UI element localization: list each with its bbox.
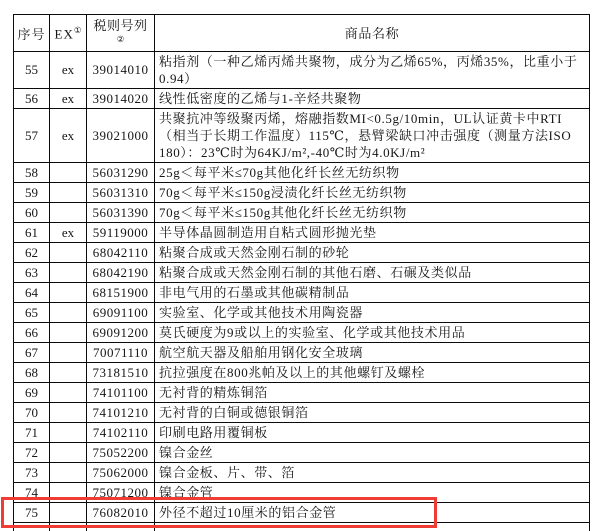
- row-product-name: 70g＜每平米≤150g浸渍化纤长丝无纺织物: [155, 183, 590, 203]
- table-row: [14, 203, 590, 223]
- header-serial-number: 序号: [14, 15, 50, 52]
- row-serial-number: 70: [14, 403, 50, 423]
- table-row: [14, 52, 590, 89]
- table-row: [14, 483, 590, 503]
- row-ex-flag: [50, 163, 87, 183]
- row-tariff-code: 70071110: [87, 343, 155, 363]
- table-row: [14, 89, 590, 109]
- row-ex-flag: [50, 243, 87, 263]
- row-product-name: 镍合金管: [155, 483, 590, 503]
- table-row: [14, 463, 590, 483]
- row-serial-number: 75: [14, 503, 50, 523]
- row-serial-number: 64: [14, 283, 50, 303]
- row-ex-flag: [50, 443, 87, 463]
- row-product-name: 抗拉强度在800兆帕及以上的其他螺钉及螺栓: [155, 363, 590, 383]
- row-product-name: 实验室、化学或其他技术用陶瓷器: [155, 303, 590, 323]
- row-product-name: 半导体晶圆制造用自粘式圆形抛光垫: [155, 223, 590, 243]
- row-tariff-code: 39014010: [87, 52, 155, 89]
- row-serial-number: 56: [14, 89, 50, 109]
- row-serial-number: 59: [14, 183, 50, 203]
- row-product-name: 莫氏硬度为9或以上的实验室、化学或其他技术用品: [155, 323, 590, 343]
- row-ex-flag: ex: [50, 52, 87, 89]
- row-product-name: 非电气用的石墨或其他碳精制品: [155, 283, 590, 303]
- row-product-name: 粘聚合成或天然金刚石制的砂轮: [155, 243, 590, 263]
- row-serial-number: 69: [14, 383, 50, 403]
- row-tariff-code: 76082010: [87, 503, 155, 523]
- row-serial-number: 73: [14, 463, 50, 483]
- header-ex-label: EX: [54, 25, 74, 41]
- row-serial-number: 67: [14, 343, 50, 363]
- row-ex-flag: [50, 483, 87, 503]
- footnote-1-marker: ①: [73, 24, 82, 35]
- table-header-row: [14, 15, 590, 52]
- row-ex-flag: [50, 463, 87, 483]
- table-row: [14, 323, 590, 343]
- table-row: [14, 383, 590, 403]
- row-serial-number: 58: [14, 163, 50, 183]
- table-row: [14, 403, 590, 423]
- partial-cell: [50, 523, 87, 531]
- partial-cell: [87, 523, 155, 531]
- row-serial-number: 65: [14, 303, 50, 323]
- row-serial-number: 68: [14, 363, 50, 383]
- row-tariff-code: 68042110: [87, 243, 155, 263]
- row-serial-number: 55: [14, 52, 50, 89]
- row-serial-number: 57: [14, 109, 50, 163]
- row-product-name: 无衬背的精炼铜箔: [155, 383, 590, 403]
- row-product-name: 共聚抗冲等级聚丙烯，熔融指数MI<0.5g/10min，UL认证黄卡中RTI（相当于长期工作温度）115℃，悬臂梁缺口冲击强度（测量方法ISO 180）：23℃时为64KJ/m²,-40℃时为4.0KJ/m²: [155, 109, 590, 163]
- partial-cell: [155, 523, 590, 531]
- row-ex-flag: [50, 423, 87, 443]
- row-tariff-code: 56031390: [87, 203, 155, 223]
- row-ex-flag: [50, 363, 87, 383]
- row-tariff-code: 56031310: [87, 183, 155, 203]
- row-product-name: 镍合金丝: [155, 443, 590, 463]
- row-ex-flag: [50, 203, 87, 223]
- row-product-name: 无衬背的白铜或德银铜箔: [155, 403, 590, 423]
- table-row: [14, 503, 590, 523]
- row-ex-flag: [50, 263, 87, 283]
- row-tariff-code: 56031290: [87, 163, 155, 183]
- table-row: [14, 283, 590, 303]
- footnote-2-marker: ②: [116, 34, 125, 44]
- row-product-name: 印刷电路用覆铜板: [155, 423, 590, 443]
- header-ex: [50, 15, 87, 52]
- row-tariff-code: 39021000: [87, 109, 155, 163]
- row-product-name: 镍合金板、片、带、箔: [155, 463, 590, 483]
- row-ex-flag: [50, 503, 87, 523]
- row-ex-flag: ex: [50, 109, 87, 163]
- row-product-name: 外径不超过10厘米的铝合金管: [155, 503, 590, 523]
- row-serial-number: 60: [14, 203, 50, 223]
- row-serial-number: 71: [14, 423, 50, 443]
- row-serial-number: 72: [14, 443, 50, 463]
- row-serial-number: 61: [14, 223, 50, 243]
- row-tariff-code: 75062000: [87, 463, 155, 483]
- row-tariff-code: 69091200: [87, 323, 155, 343]
- row-serial-number: 63: [14, 263, 50, 283]
- row-ex-flag: [50, 303, 87, 323]
- row-ex-flag: [50, 403, 87, 423]
- table-row: [14, 343, 590, 363]
- table-row: [14, 263, 590, 283]
- row-ex-flag: [50, 383, 87, 403]
- row-product-name: 25g＜每平米≤70g其他化纤长丝无纺织物: [155, 163, 590, 183]
- row-tariff-code: 39014020: [87, 89, 155, 109]
- row-tariff-code: 73181510: [87, 363, 155, 383]
- table-row: [14, 183, 590, 203]
- partial-cell: [14, 523, 50, 531]
- row-tariff-code: 69091100: [87, 303, 155, 323]
- row-ex-flag: ex: [50, 223, 87, 243]
- row-tariff-code: 74101100: [87, 383, 155, 403]
- row-tariff-code: 74102110: [87, 423, 155, 443]
- table-row: [14, 109, 590, 163]
- row-product-name: 线性低密度的乙烯与1-辛烃共聚物: [155, 89, 590, 109]
- row-product-name: 70g＜每平米≤150g其他化纤长丝无纺织物: [155, 203, 590, 223]
- row-serial-number: 66: [14, 323, 50, 343]
- row-ex-flag: [50, 323, 87, 343]
- table-row: [14, 363, 590, 383]
- header-tariff-code-label: 税则号列: [93, 18, 148, 33]
- header-tariff-code: [87, 15, 155, 52]
- table-row: [14, 303, 590, 323]
- row-tariff-code: 59119000: [87, 223, 155, 243]
- row-product-name: 粘指剂（一种乙烯丙烯共聚物，成分为乙烯65%，丙烯35%，比重小于0.94）: [155, 52, 590, 89]
- row-tariff-code: 68151900: [87, 283, 155, 303]
- row-tariff-code: 74101210: [87, 403, 155, 423]
- row-tariff-code: 75071200: [87, 483, 155, 503]
- header-product-name: 商品名称: [155, 15, 590, 52]
- table-row: [14, 443, 590, 463]
- table-row: [14, 223, 590, 243]
- row-ex-flag: ex: [50, 89, 87, 109]
- row-ex-flag: [50, 343, 87, 363]
- row-serial-number: 62: [14, 243, 50, 263]
- row-product-name: 航空航天器及船舶用钢化安全玻璃: [155, 343, 590, 363]
- table-row: [14, 243, 590, 263]
- row-tariff-code: 68042190: [87, 263, 155, 283]
- table-row-partial: [14, 523, 590, 531]
- row-tariff-code: 75052200: [87, 443, 155, 463]
- table-row: [14, 163, 590, 183]
- row-ex-flag: [50, 283, 87, 303]
- row-serial-number: 74: [14, 483, 50, 503]
- tariff-table: [13, 14, 590, 531]
- row-ex-flag: [50, 183, 87, 203]
- table-row: [14, 423, 590, 443]
- row-product-name: 粘聚合成或天然金刚石制的其他石磨、石碾及类似品: [155, 263, 590, 283]
